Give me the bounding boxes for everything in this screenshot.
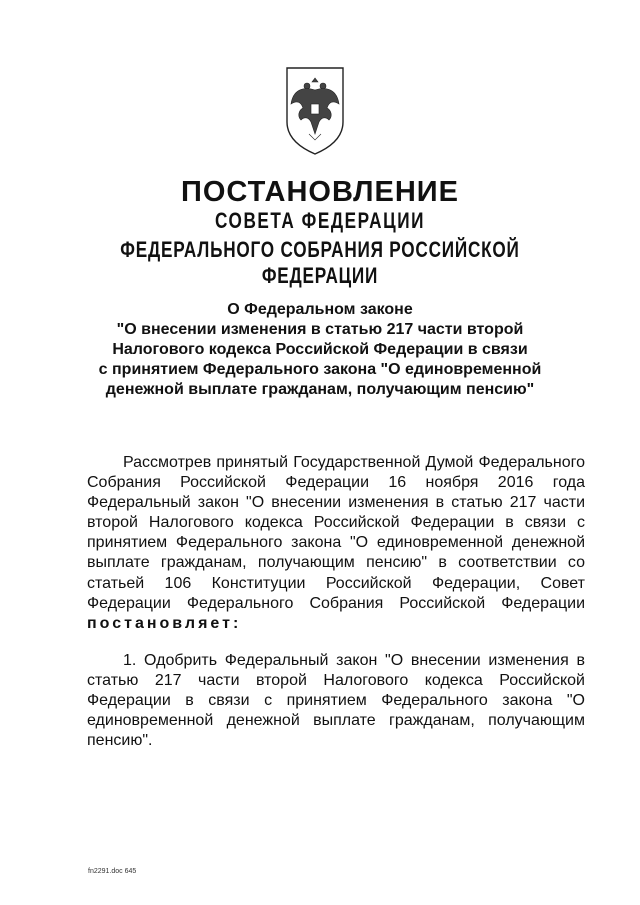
law-title-line: "О внесении изменения в статью 217 части второй xyxy=(116,321,524,338)
body-paragraph-2 xyxy=(87,651,585,751)
law-title-line: денежной выплате гражданам, получающим пенсию" xyxy=(105,381,535,398)
paragraph-line: статью 217 части второй Налогового кодекса Российской xyxy=(87,672,585,690)
paragraph-line: Федеральный закон "О внесении изменения в статью 217 части xyxy=(87,494,585,512)
paragraph-line: Федерации в связи с принятием Федерального закона "О xyxy=(87,692,585,710)
law-title-line: О Федеральном законе xyxy=(227,301,413,318)
coat-of-arms-icon xyxy=(283,64,347,156)
issuer-line-1: СОВЕТА ФЕДЕРАЦИИ xyxy=(215,208,425,233)
law-title xyxy=(80,300,560,400)
paragraph-line: Федерации Федерального Собрания Российской Федерации xyxy=(87,594,585,612)
paragraph-line: Собрания Российской Федерации 16 ноября 2016 года xyxy=(87,474,585,492)
decision-word: постановляет: xyxy=(87,614,242,632)
paragraph-line: второй Налогового кодекса Российской Федерации в связи с xyxy=(87,514,585,532)
law-title-line: Налогового кодекса Российской Федерации в связи xyxy=(112,341,528,358)
issuer-line-2: ФЕДЕРАЛЬНОГО СОБРАНИЯ РОССИЙСКОЙ ФЕДЕРАЦИИ xyxy=(120,237,520,288)
paragraph-line: принятием Федерального закона "О единовременной денежной xyxy=(87,534,585,552)
paragraph-line: единовременной денежной выплате гражданам, получающим xyxy=(87,712,585,730)
paragraph-line: пенсию". xyxy=(87,732,153,750)
document-code: fn2291.doc 645 xyxy=(88,868,137,875)
document-title: ПОСТАНОВЛЕНИЕ xyxy=(181,176,459,208)
paragraph-line: Рассмотрев принятый Государственной Думой Федерального xyxy=(123,454,585,471)
body-paragraph-1 xyxy=(87,453,585,634)
paragraph-line: статьей 106 Конституции Российской Федерации, Совет xyxy=(87,574,585,592)
paragraph-line: выплате гражданам, получающим пенсию" в соответствии со xyxy=(87,554,585,572)
law-title-line: с принятием Федерального закона "О единовременной xyxy=(98,361,542,378)
paragraph-line: 1. Одобрить Федеральный закон "О внесении изменения в xyxy=(123,652,585,669)
